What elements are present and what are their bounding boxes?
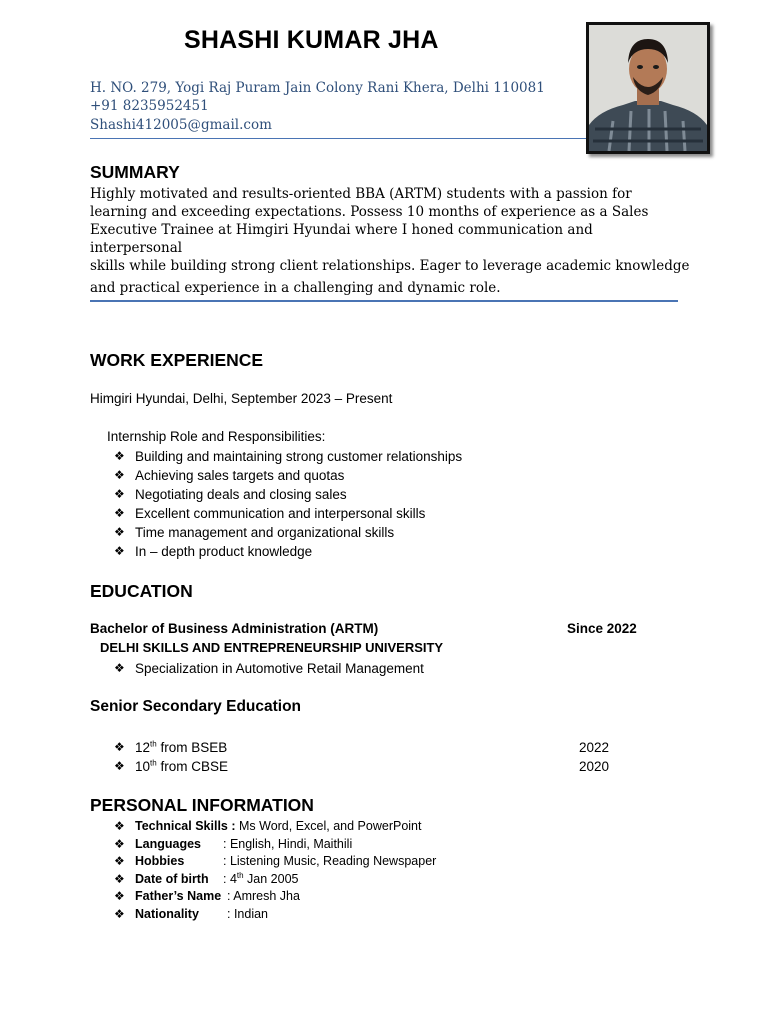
secondary-education-heading: Senior Secondary Education <box>90 698 302 715</box>
portrait-image <box>589 25 707 151</box>
list-item: ❖ Specialization in Automotive Retail Management <box>114 661 424 676</box>
diamond-bullet-icon: ❖ <box>114 871 125 886</box>
diamond-bullet-icon: ❖ <box>114 836 125 851</box>
list-item <box>114 818 436 836</box>
date-of-birth-label: Date of birth <box>135 871 209 886</box>
diamond-bullet-icon: ❖ <box>114 661 125 675</box>
candidate-name: SHASHI KUMAR JHA <box>184 26 439 54</box>
degree-title: Bachelor of Business Administration (ARTM) <box>90 621 379 636</box>
responsibilities-list <box>114 447 462 561</box>
summary-paragraph-1: Highly motivated and results-oriented BBA (ARTM) students with a passion for learning and exceeding expectations. Possess 10 months of experience as a Sales Executive Trainee at Himgiri Hyundai where I honed communication and interpersonal <box>90 186 649 256</box>
list-item: ❖ 10th from CBSE 2020 <box>114 758 610 774</box>
diamond-bullet-icon: ❖ <box>114 468 125 482</box>
diamond-bullet-icon: ❖ <box>114 740 125 754</box>
list-item <box>114 853 436 871</box>
address-line: H. NO. 279, Yogi Raj Puram Jain Colony Rani Khera, Delhi 110081 <box>90 80 545 96</box>
personal-info-list <box>114 818 436 923</box>
specialization-list <box>114 659 424 678</box>
diamond-bullet-icon: ❖ <box>114 487 125 501</box>
languages-label: Languages <box>135 836 201 851</box>
list-item: ❖ Excellent communication and interpersonal skills <box>114 506 426 521</box>
summary-paragraph-2-line-1: skills while building strong client relationships. Eager to leverage academic knowledge <box>90 258 690 274</box>
education-year: 2020 <box>579 759 610 774</box>
hobbies-label: Hobbies <box>135 854 185 868</box>
list-item: ❖ Achieving sales targets and quotas <box>114 468 345 483</box>
list-item: ❖ Time management and organizational skills <box>114 525 395 540</box>
diamond-bullet-icon: ❖ <box>114 759 125 773</box>
fathers-name-label: Father’s Name <box>135 889 222 903</box>
technical-skills-value: Ms Word, Excel, and PowerPoint <box>235 819 422 833</box>
role-title: Internship Role and Responsibilities: <box>107 429 326 444</box>
diamond-bullet-icon: ❖ <box>114 889 125 903</box>
summary-paragraph-2-line-2: and practical experience in a challenging and dynamic role. <box>90 280 501 296</box>
hobbies-value: : Listening Music, Reading Newspaper <box>223 854 437 868</box>
diamond-bullet-icon: ❖ <box>114 449 125 463</box>
education-year: 2022 <box>579 740 610 755</box>
email-line: Shashi412005@gmail.com <box>90 117 272 133</box>
list-item: ❖ Negotiating deals and closing sales <box>114 487 347 502</box>
secondary-education-list <box>114 738 614 776</box>
languages-value: : English, Hindi, Maithili <box>223 836 353 851</box>
diamond-bullet-icon: ❖ <box>114 854 125 868</box>
education-heading: EDUCATION <box>90 581 193 601</box>
phone-line: +91 8235952451 <box>90 98 209 114</box>
list-item <box>114 836 436 854</box>
university-name: DELHI SKILLS AND ENTREPRENEURSHIP UNIVERSITY <box>100 640 444 655</box>
fathers-name-value: : Amresh Jha <box>227 889 300 903</box>
profile-photo <box>586 22 710 154</box>
employer-line: Himgiri Hyundai, Delhi, September 2023 – Present <box>90 391 393 406</box>
list-item: ❖ 12th from BSEB 2022 <box>114 739 610 755</box>
diamond-bullet-icon: ❖ <box>114 906 125 921</box>
summary-heading: SUMMARY <box>90 162 180 182</box>
diamond-bullet-icon: ❖ <box>114 544 125 558</box>
date-of-birth-value: : 4th Jan 2005 <box>223 870 299 886</box>
diamond-bullet-icon: ❖ <box>114 819 125 833</box>
summary-divider <box>90 300 678 302</box>
personal-information-heading: PERSONAL INFORMATION <box>90 795 314 815</box>
nationality-label: Nationality <box>135 906 199 921</box>
diamond-bullet-icon: ❖ <box>114 506 125 520</box>
header-divider <box>90 138 590 139</box>
work-experience-heading: WORK EXPERIENCE <box>90 350 264 370</box>
list-item <box>114 906 436 924</box>
nationality-value: : Indian <box>227 906 269 921</box>
diamond-bullet-icon: ❖ <box>114 525 125 539</box>
list-item: ❖ Building and maintaining strong customer relationships <box>114 449 463 464</box>
technical-skills-label: Technical Skills : <box>135 819 236 833</box>
degree-year: Since 2022 <box>567 621 637 636</box>
list-item: ❖ In – depth product knowledge <box>114 544 313 559</box>
list-item <box>114 871 436 889</box>
list-item <box>114 888 436 906</box>
